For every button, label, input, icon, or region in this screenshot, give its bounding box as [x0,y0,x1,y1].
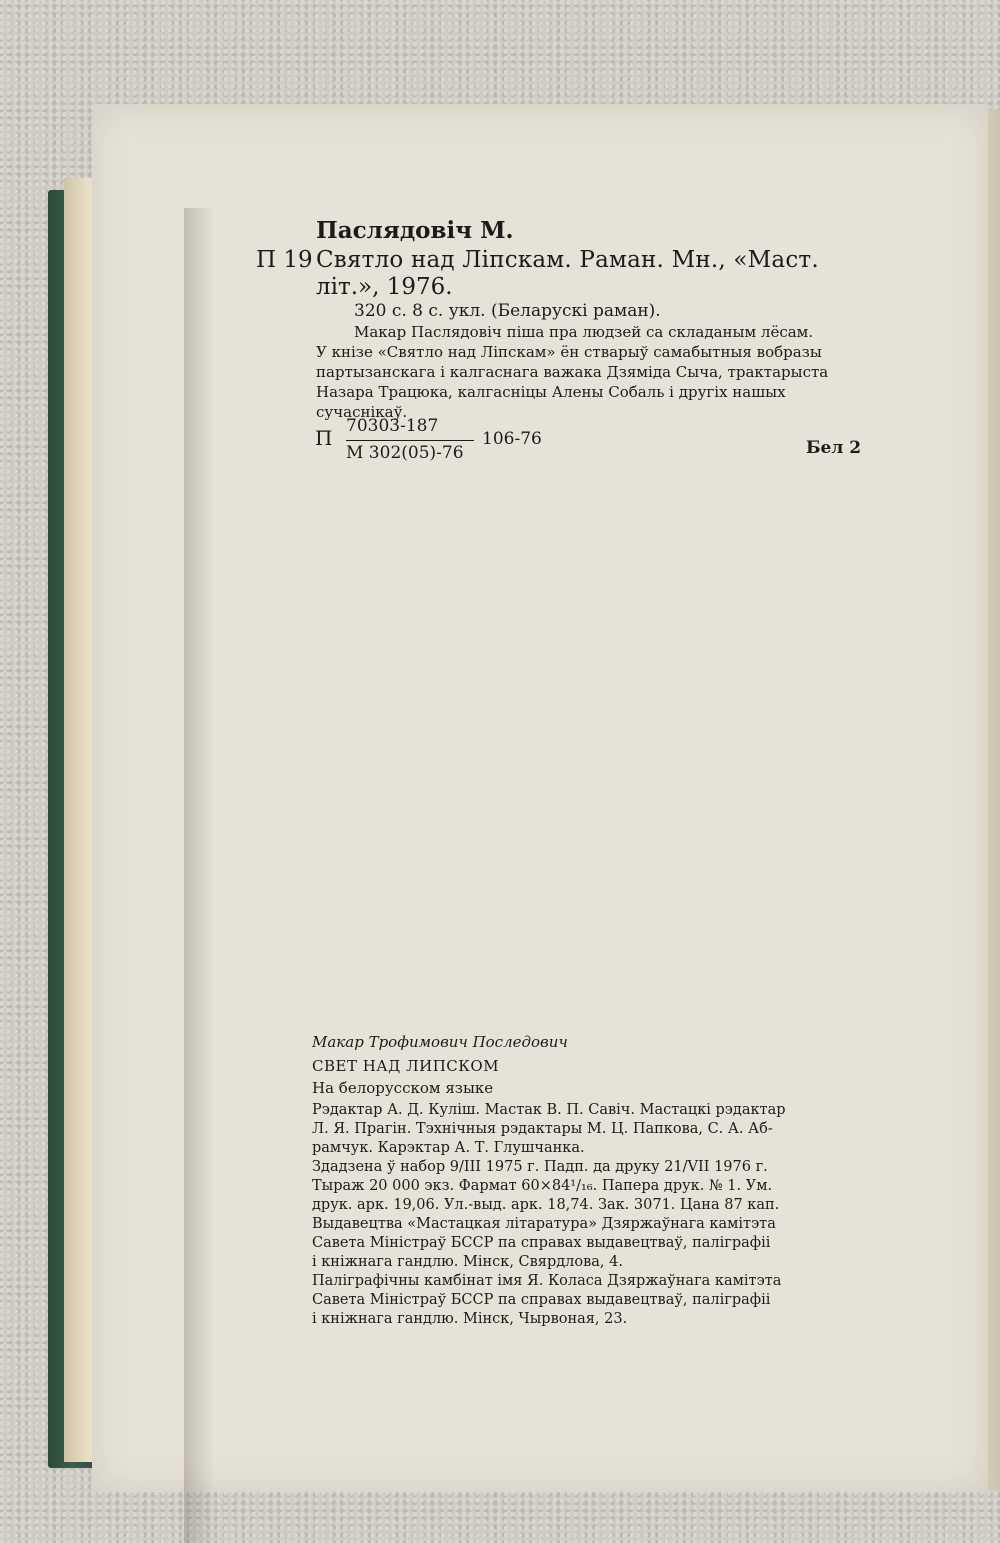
imprint-line: Рэдактар А. Д. Куліш. Мастак В. П. Савіч. Мастацкі рэдактар [312,1102,786,1118]
imprint-title-ru: СВЕТ НАД ЛИПСКОМ [312,1057,500,1075]
index-numerator: 70303-187 [346,416,439,436]
imprint-line: Л. Я. Прагін. Тэхнічныя рэдактары М. Ц. Папкова, С. А. Аб- [312,1121,773,1137]
annotation-line: Макар Паслядовіч піша пра людзей са складаным лёсам. [354,323,814,341]
imprint-language: На белорусском языке [312,1079,494,1097]
imprint-line: Паліграфічны камбінат імя Я. Коласа Дзяржаўнага камітэта [312,1273,782,1289]
index-denominator: М 302(05)-76 [346,443,464,463]
catalog-code: П 19 [256,247,313,273]
index-right: Бел 2 [806,438,862,458]
imprint-details [312,1101,786,1329]
annotation-line: Назара Трацюка, калгасніцы Алены Собаль і другіх нашых [316,383,786,401]
catalog-author: Паслядовіч М. [316,217,514,244]
imprint-line: Здадзена ў набор 9/III 1975 г. Падп. да друку 21/VII 1976 г. [312,1159,768,1175]
page-count: 320 с. 8 с. укл. (Беларускі раман). [354,301,661,321]
annotation-text [316,342,828,422]
imprint-author-ru: Макар Трофимович Последович [312,1033,568,1051]
annotation-line: сучаснікаў. [316,403,408,421]
imprint-line: Выдавецтва «Мастацкая літаратура» Дзяржаўнага камітэта [312,1216,776,1232]
catalog-title-line-2: літ.», 1976. [316,274,453,300]
imprint-line: Савета Міністраў БССР па справах выдавецтваў, паліграфіі [312,1292,771,1308]
annotation-line: партызанскага і калгаснага важака Дзяміда Сыча, трактарыста [316,363,829,381]
gutter-shadow [184,208,214,1543]
imprint-line: Савета Міністраў БССР па справах выдавецтваў, паліграфіі [312,1235,771,1251]
book-page [92,104,988,1492]
imprint-line: і кніжнага гандлю. Мінск, Чырвоная, 23. [312,1311,628,1327]
imprint-line: друк. арк. 19,06. Ул.-выд. арк. 18,74. Зак. 3071. Цана 87 кап. [312,1197,780,1213]
index-middle: 106-76 [482,429,542,449]
imprint-line: і кніжнага гандлю. Мінск, Свярдлова, 4. [312,1254,623,1270]
catalog-title-line-1: Святло над Ліпскам. Раман. Мн., «Маст. [316,247,819,273]
annotation-line: У кнізе «Святло над Ліпскам» ён стварыў самабытныя вобразы [316,343,822,361]
imprint-line: Тыраж 20 000 экз. Фармат 60×84¹/₁₆. Папера друк. № 1. Ум. [312,1178,773,1194]
imprint-line: рамчук. Карэктар А. Т. Глушчанка. [312,1140,585,1156]
index-fraction-rule [346,440,474,441]
index-prefix: П [315,426,333,450]
